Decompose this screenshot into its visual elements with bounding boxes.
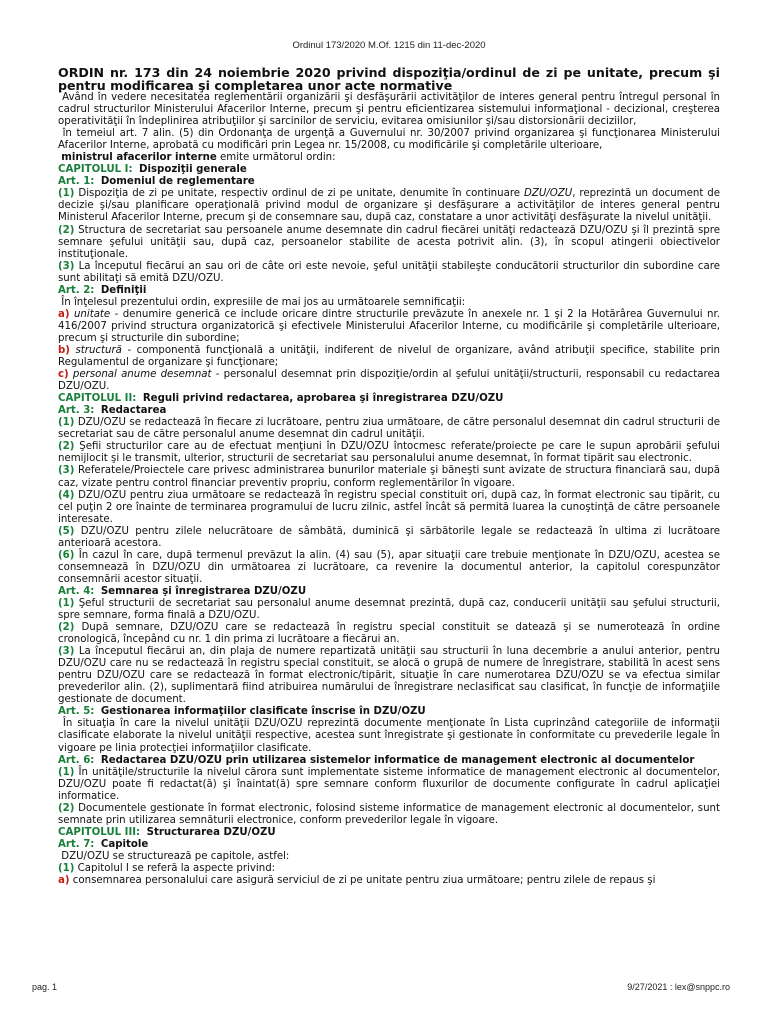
preamble-paragraph: în temeiul art. 7 alin. (5) din Ordonanţa de urgenţă a Guvernului nr. 30/2007 privind organizarea şi funcţionarea Ministerului Afacerilor Interne, aprobată cu modificări prin Legea nr. 15/2008, cu modificările şi completările ulterioare,	[58, 128, 720, 152]
preamble-paragraph: ministrul afacerilor interne emite următorul ordin:	[61, 152, 336, 164]
paragraph: (2) Şefii structurilor care au de efectuat menţiuni în DZU/OZU întocmesc referate/proiecte pe care le supun aprobării şefului nemijlocit şi le transmit, ulterior, structurii de secretariat sau personalului anume desemnat, în format tipărit sau electronic.	[58, 441, 720, 465]
article-heading: Art. 6: Redactarea DZU/OZU prin utilizarea sistemelor informatice de management electronic al documentelor	[58, 754, 695, 766]
document-reference: Ordinul 173/2020 M.Of. 1215 din 11-dec-2020	[292, 40, 486, 51]
paragraph: (1) Capitolul I se referă la aspecte privind:	[58, 863, 276, 874]
paragraph: (3) Referatele/Proiectele care privesc administrarea bunurilor materiale şi băneşti sunt avizate de structura financiară sau, după caz, vizate pentru control financiar preventiv propriu, conform reglementărilor în vigoare.	[58, 465, 720, 489]
article-heading: Art. 1: Domeniul de reglementare	[58, 176, 255, 188]
paragraph: (6) În cazul în care, după termenul prevăzut la alin. (4) sau (5), apar situaţii care trebuie menţionate în DZU/OZU, acestea se consemnează în DZU/OZU din următoarea zi lucrătoare, ca revenire la documentul anterior, la capitolul corespunzător consemnării acestor situaţii.	[58, 549, 720, 585]
article-heading: Art. 5: Gestionarea informaţiilor clasificate înscrise în DZU/OZU	[58, 706, 426, 718]
chapter-heading: CAPITOLUL III: Structurarea DZU/OZU	[58, 826, 276, 838]
paragraph: (5) DZU/OZU pentru zilele nelucrătoare de sâmbătă, duminică şi sărbătorile legale se redactează în ultima zi lucrătoare anterioară acestora.	[58, 525, 720, 549]
paragraph: a) consemnarea personalului care asigură serviciul de zi pe unitate pentru ziua următoare; pentru zilele de repaus şi	[58, 875, 656, 887]
paragraph: (3) La începutul fiecărui an, din plaja de numere repartizată unităţii sau structurii în luna decembrie a anului anterior, pentru DZU/OZU care nu se redactează în registru special constituit, se alocă o grupă de numere de înregistrare, stabilită în acest sens pentru DZU/OZU care se redactează în format electronic/tipărit, situaţie în care numerotarea DZU/OZU se va efectua similar prevederilor alin. (2), suplimentară fiind atribuirea numărului de înregistrare neclasificat sau clasificat, în funcţie de informaţiile gestionate de document.	[58, 646, 720, 706]
article-heading: Art. 3: Redactarea	[58, 405, 167, 417]
document-body	[58, 66, 720, 887]
preamble-paragraph: Având în vedere necesitatea reglementării organizării şi desfăşurării activităţilor de interes general pentru întregul personal în cadrul structurilor Ministerului Afacerilor Interne, precum şi pentru eficientizarea sistemului informaţional - decizional, creşterea operativităţii în îndeplinirea atribuţiilor şi sarcinilor de serviciu, evitarea omisiunilor şi/sau distorsionării deciziilor,	[58, 92, 720, 128]
paragraph: (4) DZU/OZU pentru ziua următoare se redactează în registru special constituit ori, după caz, în format electronic sau tipărit, cu cel puţin 2 ore înainte de terminarea programului de lucru zilnic, astfel încât să permită luarea la cunoştinţă de către persoanele interesate.	[58, 489, 720, 525]
paragraph: b) structură - componentă funcţională a unităţii, indiferent de nivelul de organizare, având atribuţii specifice, stabilite prin Regulamentul de organizare şi funcţionare;	[58, 344, 720, 369]
paragraph: (1) În unităţile/structurile la nivelul cărora sunt implementate sisteme informatice de management electronic al documentelor, DZU/OZU poate fi redactat(ă) şi înaintat(ă) spre semnare conform fluxurilor de documente configurate în cadrul aplicaţiei informatice.	[58, 766, 720, 802]
page-number: pag. 1	[32, 982, 58, 992]
paragraph: (1) Dispoziţia de zi pe unitate, respectiv ordinul de zi pe unitate, denumite în continuare DZU/OZU, reprezintă un document de decizie şi/sau planificare operaţională privind modul de organizare şi desfăşurare a activităţilor de interes general pentru Ministerul Afacerilor Interne, precum şi de consemnare sau, după caz, constatare a unor activităţi desfăşurate la nivelul unităţii.	[58, 188, 720, 224]
chapter-heading: CAPITOLUL II: Reguli privind redactarea, aprobarea şi înregistrarea DZU/OZU	[58, 393, 504, 405]
article-heading: Art. 7: Capitole	[58, 838, 149, 850]
paragraph: c) personal anume desemnat - personalul desemnat prin dispoziţie/ordin al şefului unităţii/structurii, responsabil cu redactarea DZU/OZU.	[58, 369, 720, 393]
paragraph: (1) Şeful structurii de secretariat sau personalul anume desemnat prezintă, după caz, conducerii unităţii sau şefului structurii, spre semnare, forma finală a DZU/OZU.	[58, 597, 720, 622]
chapter-heading: CAPITOLUL I: Dispoziţii generale	[58, 164, 247, 176]
paragraph: (2) Documentele gestionate în format electronic, folosind sisteme informatice de management electronic al documentelor, sunt semnate prin utilizarea semnăturii electronice, conform prevederilor legale în vigoare.	[58, 802, 721, 826]
paragraph: În înţelesul prezentului ordin, expresiile de mai jos au următoarele semnificaţii:	[61, 296, 466, 308]
print-date: 9/27/2021 : lex@snppc.ro	[627, 982, 730, 992]
paragraph: În situaţia în care la nivelul unităţii DZU/OZU reprezintă documente menţionate în Lista cuprinzând categoriile de informaţii clasificate elaborate la nivelul unităţii respective, acestea sunt înregistrate şi gestionate în conformitate cu prevederile legale în vigoare pe linia protecţiei informaţiilor clasificate.	[58, 718, 720, 754]
paragraph: DZU/OZU se structurează pe capitole, astfel:	[61, 850, 290, 862]
paragraph: (1) DZU/OZU se redactează în fiecare zi lucrătoare, pentru ziua următoare, de către personalul desemnat din cadrul structurii de secretariat sau de către personalul anume desemnat din cadrul unităţii.	[58, 417, 720, 441]
article-heading: Art. 2: Definiţii	[58, 284, 147, 296]
article-heading: Art. 4: Semnarea şi înregistrarea DZU/OZU	[58, 585, 307, 597]
paragraph: (3) La începutul fiecărui an sau ori de câte ori este nevoie, şeful unităţii stabileşte conducătorii structurilor din subordine care sunt abilitaţi să emită DZU/OZU.	[58, 260, 720, 284]
paragraph: a) unitate - denumire generică ce include oricare dintre structurile prevăzute în anexele nr. 1 şi 2 la Hotărârea Guvernului nr. 416/2007 privind structura organizatorică şi efectivele Ministerului Afacerilor Interne, cu modificările şi completările ulterioare, precum şi structurile din subordine;	[58, 308, 720, 344]
document-title: ORDIN nr. 173 din 24 noiembrie 2020 privind dispoziţia/ordinul de zi pe unitate, precum şi pentru modificarea şi completarea unor acte normative	[58, 65, 720, 93]
paragraph: (2) După semnare, DZU/OZU care se redactează în registru special constituit se datează şi se numerotează în ordine cronologică, începând cu nr. 1 din prima zi lucrătoare a fiecărui an.	[58, 622, 720, 646]
paragraph: (2) Structura de secretariat sau persoanele anume desemnate din cadrul fiecărei unităţi redactează DZU/OZU şi îl prezintă spre semnare şefului unităţii sau, după caz, persoanelor stabilite de acesta potrivit alin. (3), în scopul atingerii obiectivelor instituţionale.	[58, 224, 720, 260]
